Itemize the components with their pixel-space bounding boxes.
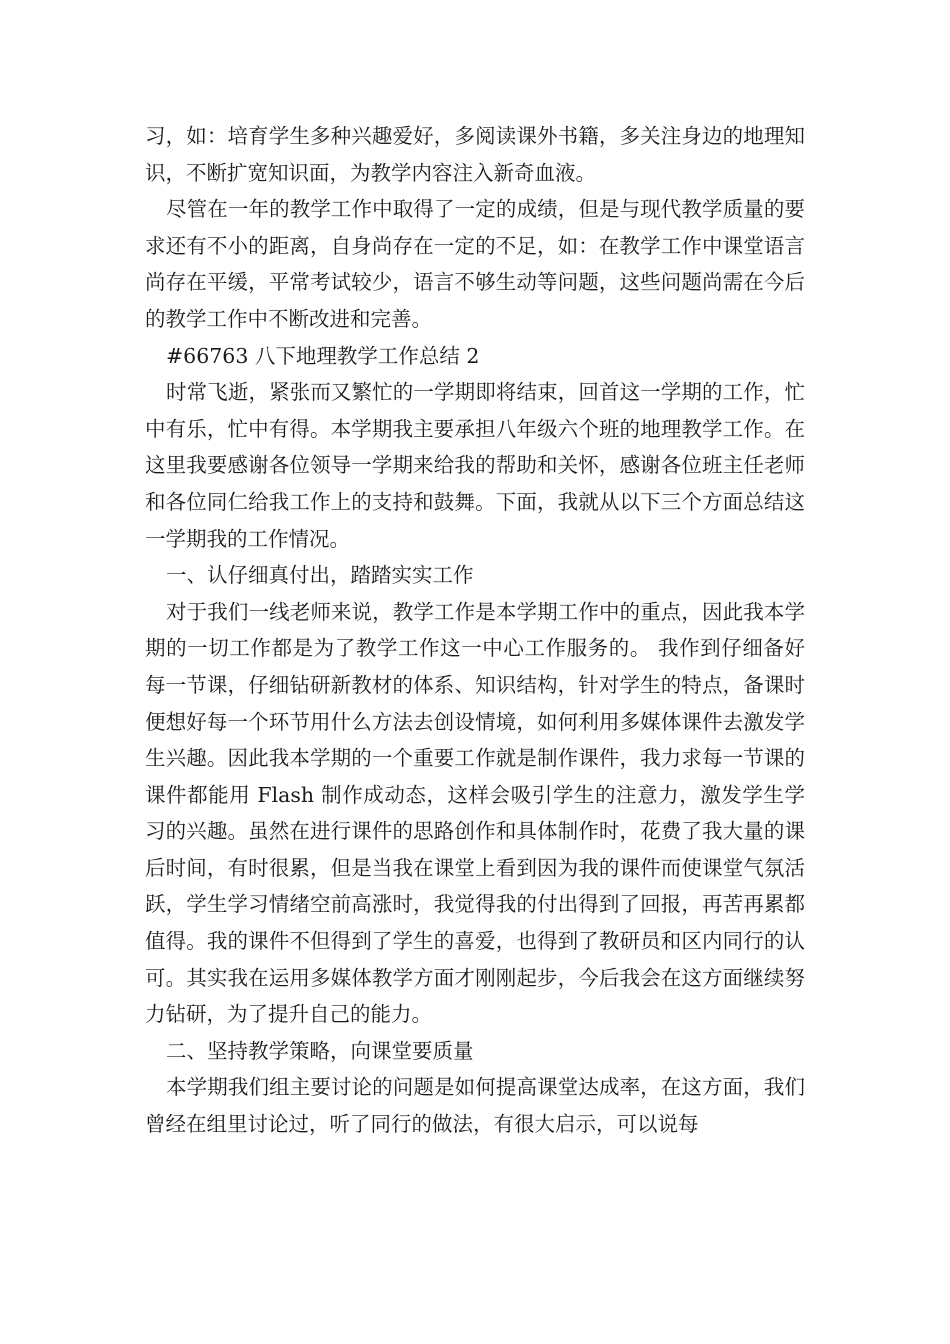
section-title: #66763 八下地理教学工作总结 2 — [166, 343, 480, 368]
section-heading-2: 二、坚持教学策略，向课堂要质量 — [166, 1038, 474, 1063]
paragraph-intro: 时常飞逝，紧张而又繁忙的一学期即将结束，回首这一学期的工作，忙中有乐，忙中有得。本学期我主要承担八年级六个班的地理教学工作。在这里我要感谢各位领导一学期来给我的帮助和关怀，感谢各位班主任老师和各位同仁给我工作上的支持和鼓舞。下面，我就从以下三个方面总结这一学期我的工作情况。 — [145, 380, 805, 551]
paragraph-continuation: 习，如：培育学生多种兴趣爱好，多阅读课外书籍，多关注身边的地理知识，不断扩宽知识面，为教学内容注入新奇血液。 — [145, 124, 805, 185]
document-body — [145, 118, 805, 1143]
paragraph-teaching-work: 对于我们一线老师来说，教学工作是本学期工作中的重点，因此我本学期的一切工作都是为了教学工作这一中心工作服务的。 我作到仔细备好每一节课，仔细钻研新教材的体系、知识结构，针对学生的特点，备课时便想好每一个环节用什么方法去创设情境，如何利用多媒体课件去激发学生兴趣。因此我本学期的一个重要工作就是制作课件，我力求每一节课的课件都能用 Flash 制作成动态，这样会吸引学生的注意力，激发学生学习的兴趣。虽然在进行课件的思路创作和具体制作时，花费了我大量的课后时间，有时很累，但是当我在课堂上看到因为我的课件而使课堂气氛活跃，学生学习情绪空前高涨时，我觉得我的付出得到了回报，再苦再累都值得。我的课件不但得到了学生的喜爱，也得到了教研员和区内同行的认可。其实我在运用多媒体教学方面才刚刚起步，今后我会在这方面继续努力钻研，为了提升自己的能力。 — [145, 599, 805, 1027]
paragraph-shortcomings: 尽管在一年的教学工作中取得了一定的成绩，但是与现代教学质量的要求还有不小的距离，自身尚存在一定的不足，如：在教学工作中课堂语言尚存在平缓，平常考试较少，语言不够生动等问题，这些问题尚需在今后的教学工作中不断改进和完善。 — [145, 197, 805, 331]
section-heading-1: 一、认仔细真付出，踏踏实实工作 — [166, 563, 474, 588]
paragraph-discussion: 本学期我们组主要讨论的问题是如何提高课堂达成率，在这方面，我们曾经在组里讨论过，听了同行的做法，有很大启示，可以说每 — [145, 1075, 805, 1137]
